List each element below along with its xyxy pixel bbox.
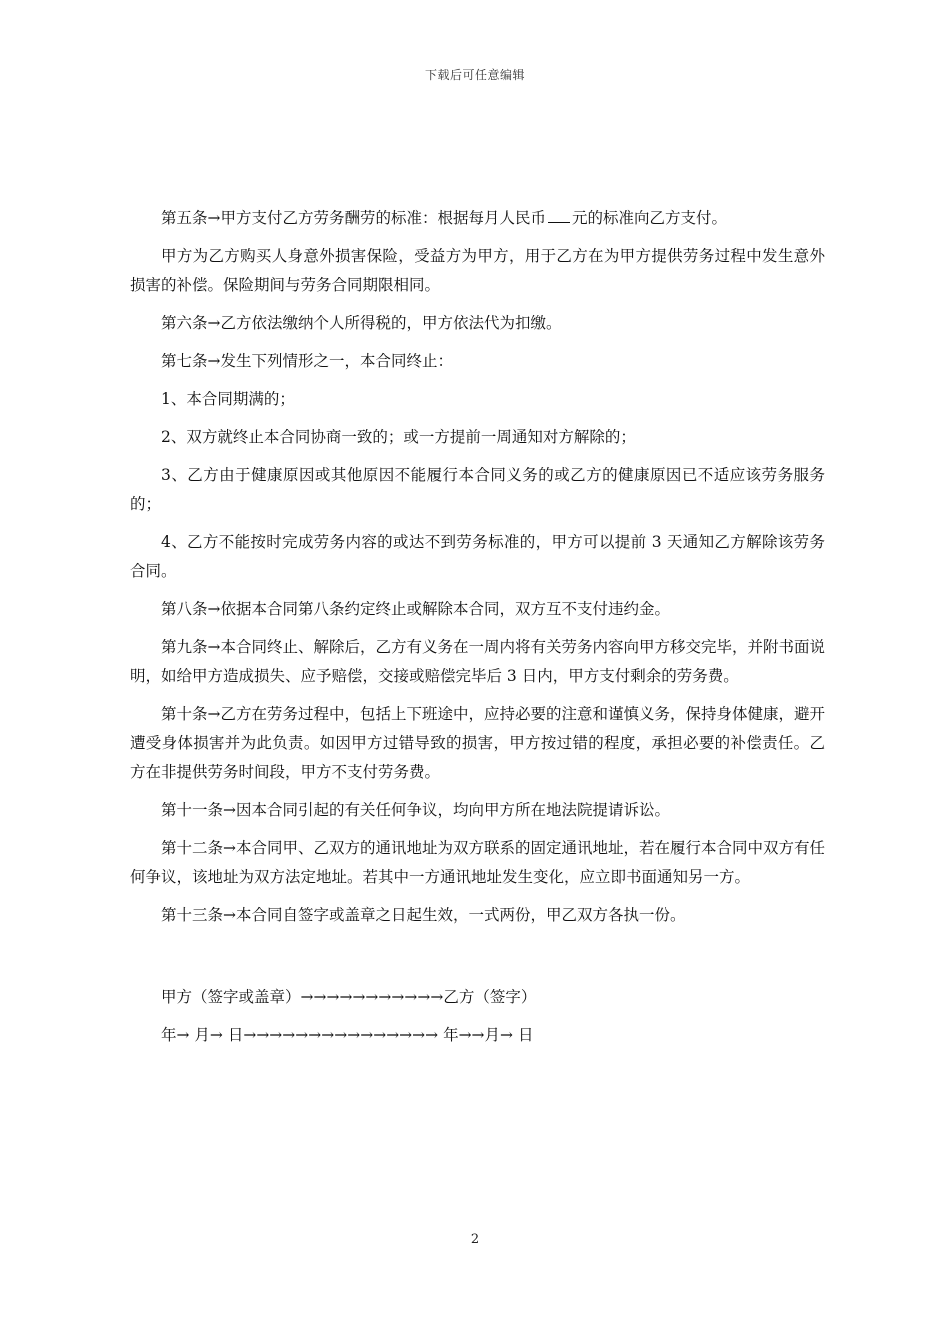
page-header-note: 下载后可任意编辑 bbox=[424, 68, 525, 82]
article-10: 第十条→乙方在劳务过程中，包括上下班途中，应持必要的注意和谨慎义务，保持身体健康，避开遭受身体损害并为此负责。如因甲方过错导致的损害，甲方按过错的程度，承担必要的补偿责任。乙方在非提供劳务时间段，甲方不支付劳务费。 bbox=[130, 705, 825, 781]
termination-item-4: 4、乙方不能按时完成劳务内容的或达不到劳务标准的，甲方可以提前 3 天通知乙方解除该劳务合同。 bbox=[130, 533, 825, 580]
contract-body bbox=[130, 204, 825, 1059]
article-7: 第七条→发生下列情形之一，本合同终止： bbox=[161, 352, 453, 370]
article-13: 第十三条→本合同自签字或盖章之日起生效，一式两份，甲乙双方各执一份。 bbox=[161, 906, 686, 924]
article-8: 第八条→依据本合同第八条约定终止或解除本合同，双方互不支付违约金。 bbox=[161, 600, 670, 618]
signature-dates-line: 年→ 月→ 日→→→→→→→→→→→→→→→ 年→→月→ 日 bbox=[161, 1026, 534, 1044]
article-11: 第十一条→因本合同引起的有关任何争议，均向甲方所在地法院提请诉讼。 bbox=[161, 801, 670, 819]
termination-item-1: 1、本合同期满的； bbox=[161, 390, 295, 408]
article-5 bbox=[130, 204, 825, 233]
signature-parties-line: 甲方（签字或盖章）→→→→→→→→→→→乙方（签字） bbox=[161, 988, 537, 1006]
amount-blank bbox=[548, 208, 570, 223]
article-9: 第九条→本合同终止、解除后，乙方有义务在一周内将有关劳务内容向甲方移交完毕，并附书面说明，如给甲方造成损失、应予赔偿，交接或赔偿完毕后 3 日内，甲方支付剩余的劳务费。 bbox=[130, 638, 825, 685]
insurance-paragraph: 甲方为乙方购买人身意外损害保险，受益方为甲方，用于乙方在为甲方提供劳务过程中发生意外损害的补偿。保险期间与劳务合同期限相同。 bbox=[130, 247, 825, 294]
article-5-suffix: 元的标准向乙方支付。 bbox=[572, 209, 728, 227]
termination-item-3: 3、乙方由于健康原因或其他原因不能履行本合同义务的或乙方的健康原因已不适应该劳务服务的； bbox=[130, 466, 825, 513]
termination-item-2: 2、双方就终止本合同协商一致的；或一方提前一周通知对方解除的； bbox=[161, 428, 636, 446]
article-12: 第十二条→本合同甲、乙双方的通讯地址为双方联系的固定通讯地址，若在履行本合同中双方有任何争议，该地址为双方法定地址。若其中一方通讯地址发生变化，应立即书面通知另一方。 bbox=[130, 839, 825, 886]
page-number: 2 bbox=[470, 1232, 480, 1247]
signature-spacer bbox=[130, 939, 825, 983]
article-5-prefix: 第五条→甲方支付乙方劳务酬劳的标准：根据每月人民币 bbox=[161, 209, 546, 227]
article-6: 第六条→乙方依法缴纳个人所得税的，甲方依法代为扣缴。 bbox=[161, 314, 562, 332]
